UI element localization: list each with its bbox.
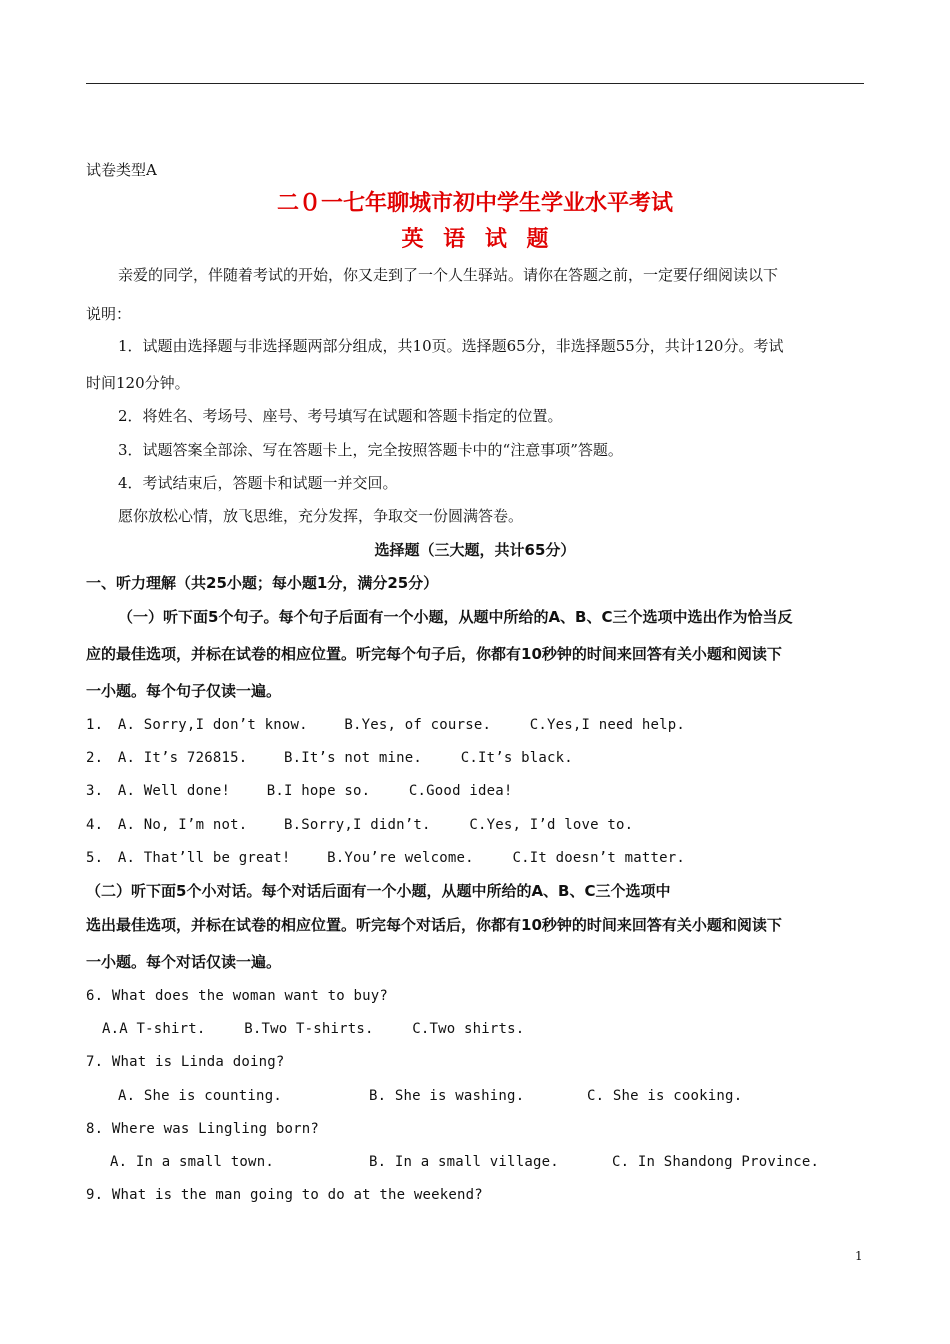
sub-section-2-line-2: 选出最佳选项，并标在试卷的相应位置。听完每个对话后，你都有10秒钟的时间来回答有关小题和阅读下 <box>86 916 782 934</box>
question-6-options <box>102 1019 524 1039</box>
paper-type-label: 试卷类型A <box>86 161 157 179</box>
question-8-option-a: A. In a small town. <box>110 1154 274 1170</box>
option-b: B.Two T-shirts. <box>244 1021 374 1037</box>
page-number: 1 <box>855 1249 863 1263</box>
option-a: A. Well done! <box>117 783 231 799</box>
option-b: B.Sorry,I didn’t. <box>283 817 431 833</box>
option-c: C.It doesn’t matter. <box>512 850 686 866</box>
question-8-option-c: C. In Shandong Province. <box>612 1154 820 1170</box>
option-c: C.Yes, I’d love to. <box>469 817 634 833</box>
question-3 <box>86 781 512 801</box>
instruction-3: 3．试题答案全部涂、写在答题卡上，完全按照答题卡中的“注意事项”答题。 <box>118 441 623 459</box>
option-c: C.It’s black. <box>460 750 573 766</box>
intro-line-1: 亲爱的同学，伴随着考试的开始，你又走到了一个人生驿站。请你在答题之前，一定要仔细阅读以下 <box>118 266 779 284</box>
question-2 <box>86 748 573 768</box>
question-7-option-c: C. She is cooking. <box>587 1088 743 1104</box>
question-8-option-b: B. In a small village. <box>369 1154 559 1170</box>
question-7-option-b: B. She is washing. <box>369 1088 525 1104</box>
sub-section-1-line-2: 应的最佳选项，并标在试卷的相应位置。听完每个句子后，你都有10秒钟的时间来回答有关小题和阅读下 <box>86 645 782 663</box>
question-9-stem: 9. What is the man going to do at the weekend? <box>86 1187 483 1203</box>
option-a: A. It’s 726815. <box>117 750 248 766</box>
question-number: 4. <box>86 817 104 833</box>
exam-title: 二０一七年聊城市初中学生学业水平考试 <box>276 191 673 216</box>
question-6-stem: 6. What does the woman want to buy? <box>86 988 389 1004</box>
exam-subtitle: 英 语 试 题 <box>401 227 549 252</box>
sub-section-1-line-1: （一）听下面5个句子。每个句子后面有一个小题，从题中所给的A、B、C三个选项中选出作为恰当反 <box>118 608 793 626</box>
intro-line-2: 说明： <box>86 305 132 323</box>
question-5 <box>86 848 685 868</box>
question-number: 5. <box>86 850 104 866</box>
option-a: A. That’ll be great! <box>117 850 291 866</box>
option-a: A.A T-shirt. <box>102 1021 206 1037</box>
option-b: B.I hope so. <box>266 783 371 799</box>
sub-section-2-line-1: （二）听下面5个小对话。每个对话后面有一个小题，从题中所给的A、B、C三个选项中 <box>86 882 671 900</box>
instruction-2: 2．将姓名、考场号、座号、考号填写在试题和答题卡指定的位置。 <box>118 407 563 425</box>
option-b: B.Yes, of course. <box>344 717 492 733</box>
option-a: A. No, I’m not. <box>117 817 248 833</box>
question-1 <box>86 715 685 735</box>
instruction-1-line-2: 时间120分钟。 <box>86 374 190 392</box>
question-4 <box>86 815 633 835</box>
option-c: C.Two shirts. <box>412 1021 525 1037</box>
instruction-4: 4．考试结束后，答题卡和试题一并交回。 <box>118 474 398 492</box>
option-a: A. Sorry,I don’t know. <box>117 717 308 733</box>
sub-section-2-line-3: 一小题。每个对话仅读一遍。 <box>86 953 282 971</box>
option-b: B.It’s not mine. <box>283 750 423 766</box>
option-c: C.Good idea! <box>408 783 513 799</box>
section-heading: 选择题（三大题，共计65分） <box>374 541 576 559</box>
wish-line: 愿你放松心情，放飞思维，充分发挥，争取交一份圆满答卷。 <box>118 507 524 525</box>
question-7-stem: 7. What is Linda doing? <box>86 1054 285 1070</box>
instruction-1-line-1: 1．试题由选择题与非选择题两部分组成，共10页。选择题65分，非选择题55分，共计120分。考试 <box>118 337 784 355</box>
option-c: C.Yes,I need help. <box>529 717 686 733</box>
part-1-heading: 一、听力理解（共25小题；每小题1分，满分25分） <box>86 574 439 592</box>
question-number: 3. <box>86 783 104 799</box>
question-number: 1. <box>86 717 104 733</box>
option-b: B.You’re welcome. <box>327 850 474 866</box>
question-7-option-a: A. She is counting. <box>118 1088 282 1104</box>
header-rule <box>86 83 864 84</box>
question-8-stem: 8. Where was Lingling born? <box>86 1121 319 1137</box>
sub-section-1-line-3: 一小题。每个句子仅读一遍。 <box>86 682 282 700</box>
question-number: 2. <box>86 750 104 766</box>
